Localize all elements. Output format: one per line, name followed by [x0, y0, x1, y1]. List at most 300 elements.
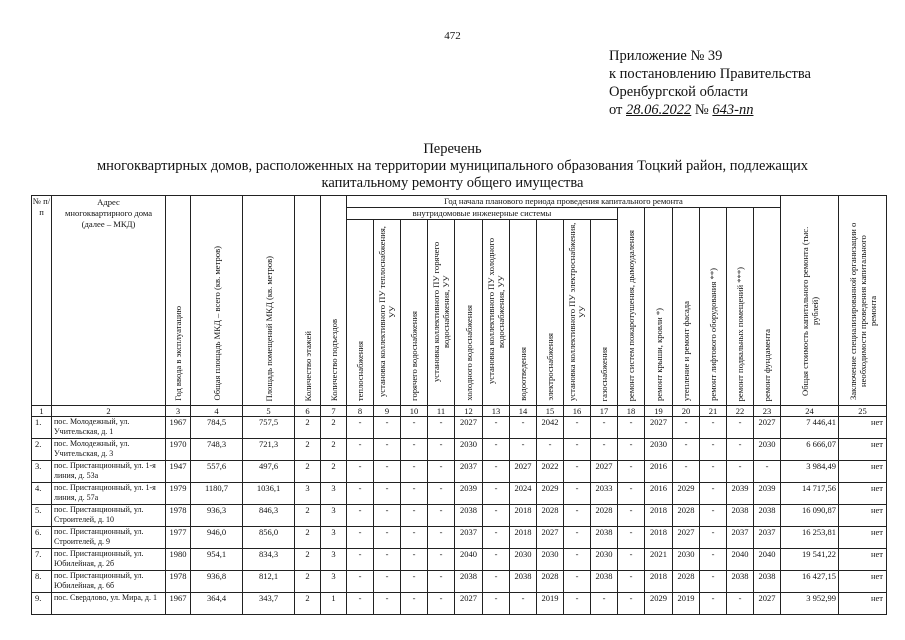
column-number: 16 — [564, 406, 591, 417]
table-cell: - — [700, 527, 727, 549]
table-cell: - — [700, 549, 727, 571]
appendix-date-line — [609, 101, 811, 119]
table-cell: 6. — [32, 527, 52, 549]
table-cell: - — [564, 505, 591, 527]
table-cell: 2040 — [727, 549, 754, 571]
table-cell: 1947 — [166, 461, 191, 483]
header-entrances: Количество подъездов — [321, 196, 347, 406]
column-number: 6 — [295, 406, 321, 417]
column-number: 22 — [727, 406, 754, 417]
table-cell: - — [374, 527, 401, 549]
header-total-area: Общая площадь МКД – всего (кв. метров) — [191, 196, 243, 406]
table-cell: 3 — [295, 483, 321, 505]
table-cell: нет — [839, 505, 887, 527]
table-cell: 2028 — [537, 505, 564, 527]
table-cell: 2027 — [591, 461, 618, 483]
header-no: № п/п — [32, 196, 52, 406]
header-year-built: Год ввода в эксплуатацию — [166, 196, 191, 406]
table-cell: 2018 — [645, 527, 673, 549]
table-cell: - — [401, 439, 428, 461]
column-number: 1 — [32, 406, 52, 417]
table-cell: - — [401, 461, 428, 483]
table-cell: - — [428, 483, 455, 505]
table-cell: 19 541,22 — [781, 549, 839, 571]
table-cell: 3 952,99 — [781, 593, 839, 615]
table-cell: - — [618, 461, 645, 483]
table-cell: 2030 — [645, 439, 673, 461]
column-number: 24 — [781, 406, 839, 417]
table-cell: 7. — [32, 549, 52, 571]
table-cell: нет — [839, 593, 887, 615]
table-row — [32, 549, 887, 571]
table-cell: 2 — [295, 439, 321, 461]
table-cell: - — [700, 593, 727, 615]
table-cell: - — [564, 571, 591, 593]
table-cell: 2038 — [455, 571, 483, 593]
table-cell: - — [483, 527, 510, 549]
table-cell: 2019 — [537, 593, 564, 615]
table-cell: 834,3 — [243, 549, 295, 571]
table-cell: 2027 — [754, 593, 781, 615]
table-cell: пос. Пристанционный, ул. Юбилейная, д. 6б — [52, 571, 166, 593]
table-cell: - — [700, 571, 727, 593]
table-cell: 2027 — [455, 593, 483, 615]
table-cell: - — [347, 439, 374, 461]
column-number: 18 — [618, 406, 645, 417]
decree-number: 643-пп — [712, 102, 754, 118]
table-cell: - — [401, 571, 428, 593]
table-cell: - — [483, 571, 510, 593]
table-cell: 2027 — [455, 417, 483, 439]
table-cell: 6 666,07 — [781, 439, 839, 461]
table-cell: 2018 — [645, 505, 673, 527]
table-cell: - — [347, 571, 374, 593]
column-number: 15 — [537, 406, 564, 417]
table-cell: 2039 — [455, 483, 483, 505]
table-cell: - — [564, 439, 591, 461]
table-cell: - — [510, 593, 537, 615]
table-cell: - — [428, 593, 455, 615]
table-cell: 9. — [32, 593, 52, 615]
table-cell: - — [618, 527, 645, 549]
table-cell: 7 446,41 — [781, 417, 839, 439]
table-cell: 2028 — [591, 505, 618, 527]
table-cell: 2030 — [455, 439, 483, 461]
table-cell: - — [727, 461, 754, 483]
table-cell: - — [401, 417, 428, 439]
table-row — [32, 593, 887, 615]
header-c19: ремонт крыши, кровли *) — [645, 208, 673, 406]
table-cell: 1967 — [166, 593, 191, 615]
table-cell: - — [374, 461, 401, 483]
table-cell: - — [483, 483, 510, 505]
table-cell: 2 — [295, 593, 321, 615]
table-cell: - — [618, 505, 645, 527]
table-cell: пос. Молодежный, ул. Учительская, д. 3 — [52, 439, 166, 461]
table-cell: 2030 — [537, 549, 564, 571]
table-cell: 846,3 — [243, 505, 295, 527]
table-cell: - — [618, 571, 645, 593]
table-cell: 2 — [321, 417, 347, 439]
table-cell: 2019 — [673, 593, 700, 615]
table-cell: пос. Пристанционный, ул. Юбилейная, д. 2б — [52, 549, 166, 571]
table-cell: - — [374, 593, 401, 615]
column-number: 5 — [243, 406, 295, 417]
table-cell: - — [401, 549, 428, 571]
table-cell: 2 — [295, 505, 321, 527]
table-cell: - — [510, 417, 537, 439]
table-cell: 2029 — [673, 483, 700, 505]
title-line-1: Перечень — [423, 141, 482, 157]
header-c13: установка коллективного ПУ холодного водоснабжения, УУ — [483, 220, 510, 406]
table-cell: 1970 — [166, 439, 191, 461]
table-cell: 2030 — [754, 439, 781, 461]
table-cell: - — [374, 549, 401, 571]
table-cell: - — [483, 505, 510, 527]
table-cell: - — [401, 483, 428, 505]
table-cell: 2038 — [754, 571, 781, 593]
header-c18: ремонт систем пожаротушения, дымоудаления — [618, 208, 645, 406]
table-cell: - — [700, 461, 727, 483]
table-cell: 2022 — [537, 461, 564, 483]
column-number: 21 — [700, 406, 727, 417]
table-cell: 2037 — [754, 527, 781, 549]
table-cell: 2027 — [754, 417, 781, 439]
header-row-1 — [32, 196, 887, 208]
table-cell: 2024 — [510, 483, 537, 505]
table-cell: - — [618, 417, 645, 439]
table-cell: 2016 — [645, 461, 673, 483]
table-cell: 2 — [295, 549, 321, 571]
table-cell: 2040 — [754, 549, 781, 571]
table-cell: пос. Пристанционный, ул. 1-я линия, д. 53а — [52, 461, 166, 483]
header-floors: Количество этажей — [295, 196, 321, 406]
table-row — [32, 571, 887, 593]
buildings-table — [31, 195, 887, 615]
table-cell: - — [483, 461, 510, 483]
table-row — [32, 483, 887, 505]
column-number: 9 — [374, 406, 401, 417]
date-prefix: от — [609, 102, 627, 118]
table-cell: 2040 — [455, 549, 483, 571]
header-c8: теплоснабжения — [347, 220, 374, 406]
table-cell: 1978 — [166, 571, 191, 593]
table-cell: 2038 — [754, 505, 781, 527]
header-c15: электроснабжения — [537, 220, 564, 406]
header-c22: ремонт подвальных помещений ***) — [727, 208, 754, 406]
table-row — [32, 417, 887, 439]
table-cell: - — [673, 417, 700, 439]
table-cell: 2 — [321, 439, 347, 461]
table-cell: - — [483, 417, 510, 439]
table-cell: 2. — [32, 439, 52, 461]
header-total-cost: Общая стоимость капитального ремонта (тыс. рублей) — [781, 196, 839, 406]
table-cell: 14 717,56 — [781, 483, 839, 505]
table-cell: - — [347, 593, 374, 615]
table-cell: 497,6 — [243, 461, 295, 483]
table-cell: 4. — [32, 483, 52, 505]
table-cell: - — [700, 505, 727, 527]
table-cell: - — [700, 483, 727, 505]
header-c11: установка коллективного ПУ горячего водоснабжения, УУ — [428, 220, 455, 406]
table-cell: - — [537, 439, 564, 461]
table-cell: 2030 — [510, 549, 537, 571]
column-number: 20 — [673, 406, 700, 417]
table-cell: 2021 — [645, 549, 673, 571]
table-cell: 2029 — [537, 483, 564, 505]
table-cell: 2018 — [510, 527, 537, 549]
column-number: 3 — [166, 406, 191, 417]
table-cell: 8. — [32, 571, 52, 593]
table-cell: 2018 — [510, 505, 537, 527]
table-cell: - — [564, 461, 591, 483]
column-number: 12 — [455, 406, 483, 417]
table-cell: - — [673, 439, 700, 461]
table-cell: 1. — [32, 417, 52, 439]
table-cell: 2038 — [727, 505, 754, 527]
table-cell: 721,3 — [243, 439, 295, 461]
table-cell: 1967 — [166, 417, 191, 439]
table-cell: - — [347, 527, 374, 549]
table-cell: 757,5 — [243, 417, 295, 439]
header-c9: установка коллективного ПУ теплоснабжения, УУ — [374, 220, 401, 406]
appendix-line-2: к постановлению Правительства — [609, 66, 811, 82]
header-premises-area: Площадь помещений МКД (кв. метров) — [243, 196, 295, 406]
table-cell: - — [564, 483, 591, 505]
table-cell: - — [374, 505, 401, 527]
table-cell: - — [700, 439, 727, 461]
table-cell: 2028 — [673, 571, 700, 593]
table-cell: 2027 — [673, 527, 700, 549]
table-cell: - — [428, 549, 455, 571]
header-address: Адрес многоквартирного дома (далее – МКД) — [52, 196, 166, 406]
document-title — [40, 141, 865, 192]
table-cell: 2027 — [510, 461, 537, 483]
table-cell: - — [591, 439, 618, 461]
table-cell: пос. Пристанционный, ул. Строителей, д. 9 — [52, 527, 166, 549]
table-cell: 3 — [321, 571, 347, 593]
table-cell: 364,4 — [191, 593, 243, 615]
table-cell: - — [483, 549, 510, 571]
table-cell: 2 — [295, 527, 321, 549]
table-cell: 936,3 — [191, 505, 243, 527]
table-cell: - — [564, 549, 591, 571]
column-number: 4 — [191, 406, 243, 417]
table-cell: 2 — [321, 461, 347, 483]
table-cell: 1977 — [166, 527, 191, 549]
header-c14: водоотведения — [510, 220, 537, 406]
table-cell: 2 — [295, 461, 321, 483]
table-cell: 2030 — [673, 549, 700, 571]
table-cell: - — [428, 527, 455, 549]
table-cell: 2028 — [673, 505, 700, 527]
appendix-block — [609, 47, 811, 119]
header-conclusion: Заключение специализированной организации о необходимости проведения капитального ремонта — [839, 196, 887, 406]
table-cell: 2027 — [537, 527, 564, 549]
table-cell: 946,0 — [191, 527, 243, 549]
table-cell: - — [401, 505, 428, 527]
column-number: 19 — [645, 406, 673, 417]
header-c23: ремонт фундамента — [754, 208, 781, 406]
table-cell: - — [564, 527, 591, 549]
table-cell: - — [347, 483, 374, 505]
table-cell: 1978 — [166, 505, 191, 527]
table-cell: 2028 — [537, 571, 564, 593]
header-c20: утепление и ремонт фасада — [673, 208, 700, 406]
table-cell: - — [510, 439, 537, 461]
table-cell: 2018 — [645, 571, 673, 593]
table-cell: - — [347, 505, 374, 527]
table-cell: 2039 — [754, 483, 781, 505]
appendix-line-3: Оренбургской области — [609, 84, 749, 100]
table-cell: - — [483, 439, 510, 461]
column-number: 11 — [428, 406, 455, 417]
title-line-3: капитальному ремонту общего имущества — [321, 175, 584, 191]
table-cell: 2042 — [537, 417, 564, 439]
table-cell: 2016 — [645, 483, 673, 505]
table-cell: 3 — [321, 527, 347, 549]
header-c12: холодного водоснабжения — [455, 220, 483, 406]
table-cell: - — [347, 549, 374, 571]
column-number-row — [32, 406, 887, 417]
table-cell: 16 253,81 — [781, 527, 839, 549]
table-cell: нет — [839, 439, 887, 461]
header-c10: горячего водоснабжения — [401, 220, 428, 406]
table-cell: нет — [839, 483, 887, 505]
column-number: 23 — [754, 406, 781, 417]
table-cell: 2029 — [645, 593, 673, 615]
table-cell: - — [374, 417, 401, 439]
column-number: 7 — [321, 406, 347, 417]
table-cell: 2030 — [591, 549, 618, 571]
page-number: 472 — [444, 30, 461, 42]
table-cell: - — [564, 417, 591, 439]
table-cell: пос. Пристанционный, ул. 1-я линия, д. 57а — [52, 483, 166, 505]
table-cell: 2038 — [591, 527, 618, 549]
table-cell: - — [483, 593, 510, 615]
table-cell: 2038 — [510, 571, 537, 593]
table-cell: - — [673, 461, 700, 483]
header-c17: газоснабжения — [591, 220, 618, 406]
table-cell: 2037 — [455, 461, 483, 483]
table-cell: - — [428, 417, 455, 439]
table-cell: 954,1 — [191, 549, 243, 571]
table-cell: - — [591, 593, 618, 615]
header-year-group: Год начала планового периода проведения капитального ремонта — [347, 196, 781, 208]
table-cell: - — [401, 527, 428, 549]
table-cell: - — [374, 439, 401, 461]
table-cell: - — [700, 417, 727, 439]
table-cell: - — [428, 571, 455, 593]
table-cell: 1180,7 — [191, 483, 243, 505]
number-prefix: № — [691, 102, 713, 118]
table-cell: нет — [839, 527, 887, 549]
table-cell: 2037 — [727, 527, 754, 549]
table-cell: 936,8 — [191, 571, 243, 593]
table-cell: 16 090,87 — [781, 505, 839, 527]
table-cell: - — [374, 571, 401, 593]
header-engineering-group: внутридомовые инженерные системы — [347, 208, 618, 220]
table-cell: - — [727, 593, 754, 615]
table-cell: - — [618, 483, 645, 505]
table-cell: 3. — [32, 461, 52, 483]
table-cell: 1036,1 — [243, 483, 295, 505]
table-cell: 856,0 — [243, 527, 295, 549]
table-cell: нет — [839, 549, 887, 571]
table-cell: 3 984,49 — [781, 461, 839, 483]
table-cell: - — [347, 417, 374, 439]
table-cell: - — [428, 505, 455, 527]
table-cell: - — [618, 549, 645, 571]
table-cell: 16 427,15 — [781, 571, 839, 593]
table-cell: нет — [839, 417, 887, 439]
table-cell: - — [564, 593, 591, 615]
table-cell: 343,7 — [243, 593, 295, 615]
table-cell: 557,6 — [191, 461, 243, 483]
table-cell: - — [374, 483, 401, 505]
table-row — [32, 505, 887, 527]
appendix-line-1: Приложение № 39 — [609, 48, 723, 64]
table-cell: 2033 — [591, 483, 618, 505]
table-row — [32, 439, 887, 461]
table-cell: - — [428, 461, 455, 483]
table-cell: - — [754, 461, 781, 483]
table-cell: - — [401, 593, 428, 615]
table-cell: пос. Молодежный, ул. Учительская, д. 1 — [52, 417, 166, 439]
table-cell: 2037 — [455, 527, 483, 549]
table-cell: нет — [839, 461, 887, 483]
table-cell: нет — [839, 571, 887, 593]
table-cell: 2 — [295, 417, 321, 439]
table-cell: 1980 — [166, 549, 191, 571]
column-number: 17 — [591, 406, 618, 417]
table-cell: - — [727, 439, 754, 461]
header-c21: ремонт лифтового оборудования **) — [700, 208, 727, 406]
table-cell: 812,1 — [243, 571, 295, 593]
table-cell: 3 — [321, 549, 347, 571]
column-number: 8 — [347, 406, 374, 417]
table-cell: 2038 — [591, 571, 618, 593]
column-number: 14 — [510, 406, 537, 417]
table-cell: - — [618, 593, 645, 615]
table-cell: 2027 — [645, 417, 673, 439]
table-cell: - — [428, 439, 455, 461]
decree-date: 28.06.2022 — [626, 102, 692, 118]
table-row — [32, 527, 887, 549]
table-cell: 2038 — [727, 571, 754, 593]
column-number: 25 — [839, 406, 887, 417]
column-number: 10 — [401, 406, 428, 417]
table-cell: 1 — [321, 593, 347, 615]
table-cell: 3 — [321, 483, 347, 505]
column-number: 2 — [52, 406, 166, 417]
title-line-2: многоквартирных домов, расположенных на территории муниципального образования Тоцкий район, подлежащих — [96, 158, 809, 174]
table-cell: 1979 — [166, 483, 191, 505]
table-cell: 5. — [32, 505, 52, 527]
table-cell: пос. Свердлово, ул. Мира, д. 1 — [52, 593, 166, 615]
table-cell: 2 — [295, 571, 321, 593]
table-row — [32, 461, 887, 483]
table-cell: - — [727, 417, 754, 439]
table-cell: - — [591, 417, 618, 439]
column-number: 13 — [483, 406, 510, 417]
table-cell: 2038 — [455, 505, 483, 527]
header-c16: установка коллективного ПУ электроснабжения, УУ — [564, 220, 591, 406]
table-cell: 784,5 — [191, 417, 243, 439]
table-cell: - — [347, 461, 374, 483]
table-cell: 2039 — [727, 483, 754, 505]
table-cell: пос. Пристанционный, ул. Строителей, д. 10 — [52, 505, 166, 527]
